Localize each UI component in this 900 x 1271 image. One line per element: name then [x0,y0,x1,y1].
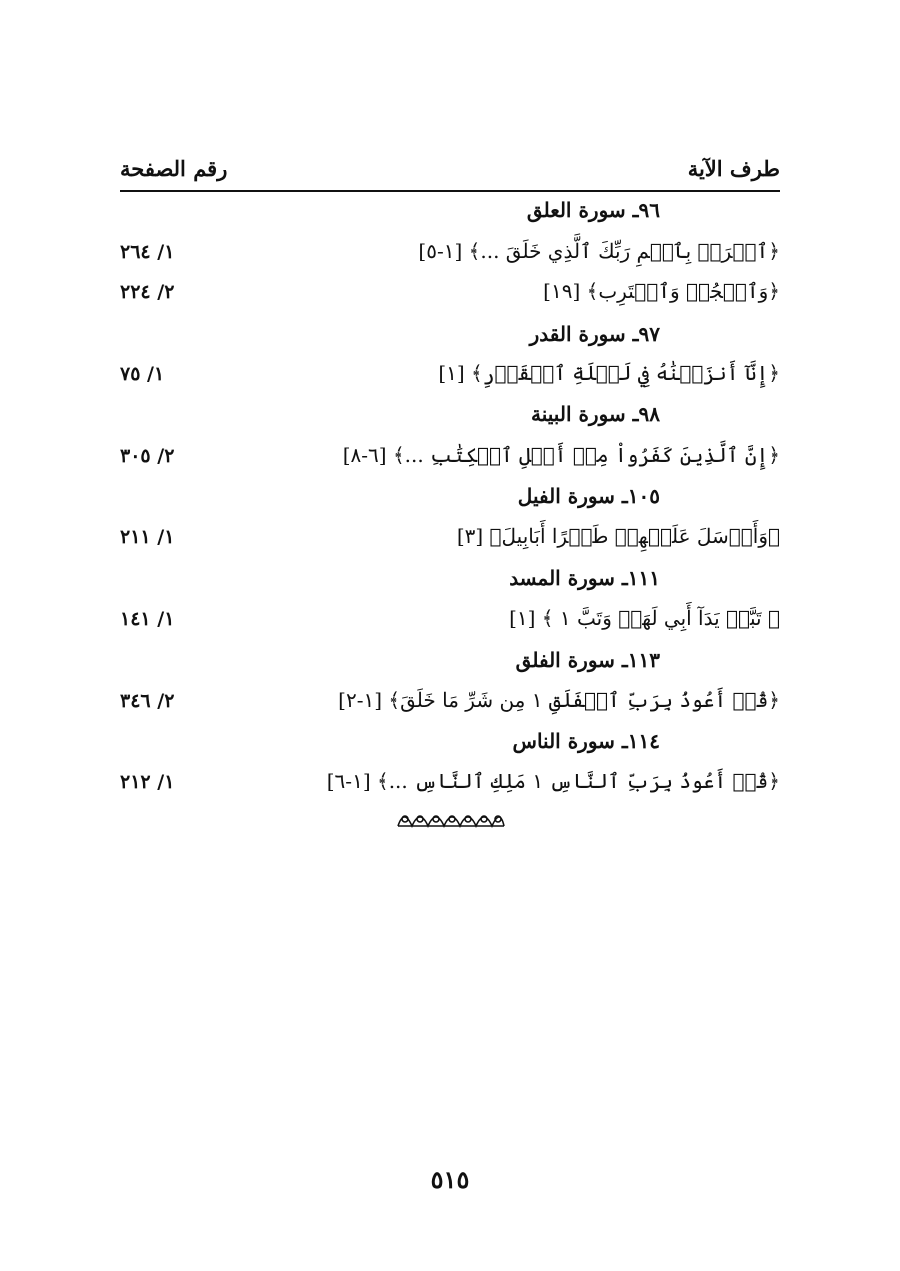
page-reference: ٢/ ٣٤٦ [120,690,175,712]
surah-heading: ١٠٥ـ سورة الفيل [517,484,660,508]
verse-excerpt: ﴿إِنَّآ أَنزَلۡنَٰهُ فِي لَيۡلَةِ ٱلۡقَدۡرِ﴾ [١] [438,361,780,385]
surah-heading: ٩٧ـ سورة القدر [529,322,660,346]
verse-excerpt: ﴿ٱقۡرَأۡ بِٱسۡمِ رَبِّكَ ٱلَّذِي خَلَقَ ...﴾ [١-٥] [418,239,780,263]
verse-excerpt: ﴿قُلۡ أَعُوذُ بِرَبِّ ٱلنَّاسِ ١ مَلِكِ ٱلنَّاسِ ...﴾ [١-٦] [326,769,780,793]
surah-heading: ١١٣ـ سورة الفلق [515,648,660,672]
surah-heading: ٩٦ـ سورة العلق [526,198,660,222]
verse-excerpt: ﴿وَأَرۡسَلَ عَلَيۡهِمۡ طَيۡرًا أَبَابِيلَ﴾ [٣] [456,524,780,548]
table-header [120,152,780,192]
surah-heading: ١١١ـ سورة المسد [509,566,660,590]
decorative-divider-icon [394,806,508,830]
verse-excerpt: ﴿وَٱسۡجُدۡ وَٱقۡتَرِب﴾ [١٩] [543,279,780,303]
verse-excerpt: ﴿ تَبَّتۡ يَدَآ أَبِي لَهَبٖ وَتَبَّ ١ ﴾ [١] [509,606,780,630]
page-reference: ٢/ ٣٠٥ [120,445,175,467]
page-reference: ١/ ٢٦٤ [120,241,175,263]
page-reference: ١/ ١٤١ [120,608,175,630]
page-column-header: رقم الصفحة [120,156,228,181]
page-reference: ٢/ ٢٢٤ [120,281,175,303]
verse-excerpt: ﴿قُلۡ أَعُوذُ بِرَبِّ ٱلۡفَلَقِ ١ مِن شَرِّ مَا خَلَقَ﴾ [١-٢] [338,688,780,712]
verse-excerpt: ﴿إِنَّ ٱلَّذِينَ كَفَرُواْ مِنۡ أَهۡلِ ٱلۡكِتَٰبِ ...﴾ [٦-٨] [342,443,780,467]
page-reference: ١/ ٢١١ [120,526,175,548]
surah-heading: ٩٨ـ سورة البينة [531,402,660,426]
page-reference: ١/ ٧٥ [120,363,165,385]
page-reference: ١/ ٢١٢ [120,771,175,793]
page-number: ٥١٥ [430,1165,470,1194]
surah-heading: ١١٤ـ سورة الناس [512,729,660,753]
verse-column-header: طرف الآية [687,156,780,181]
